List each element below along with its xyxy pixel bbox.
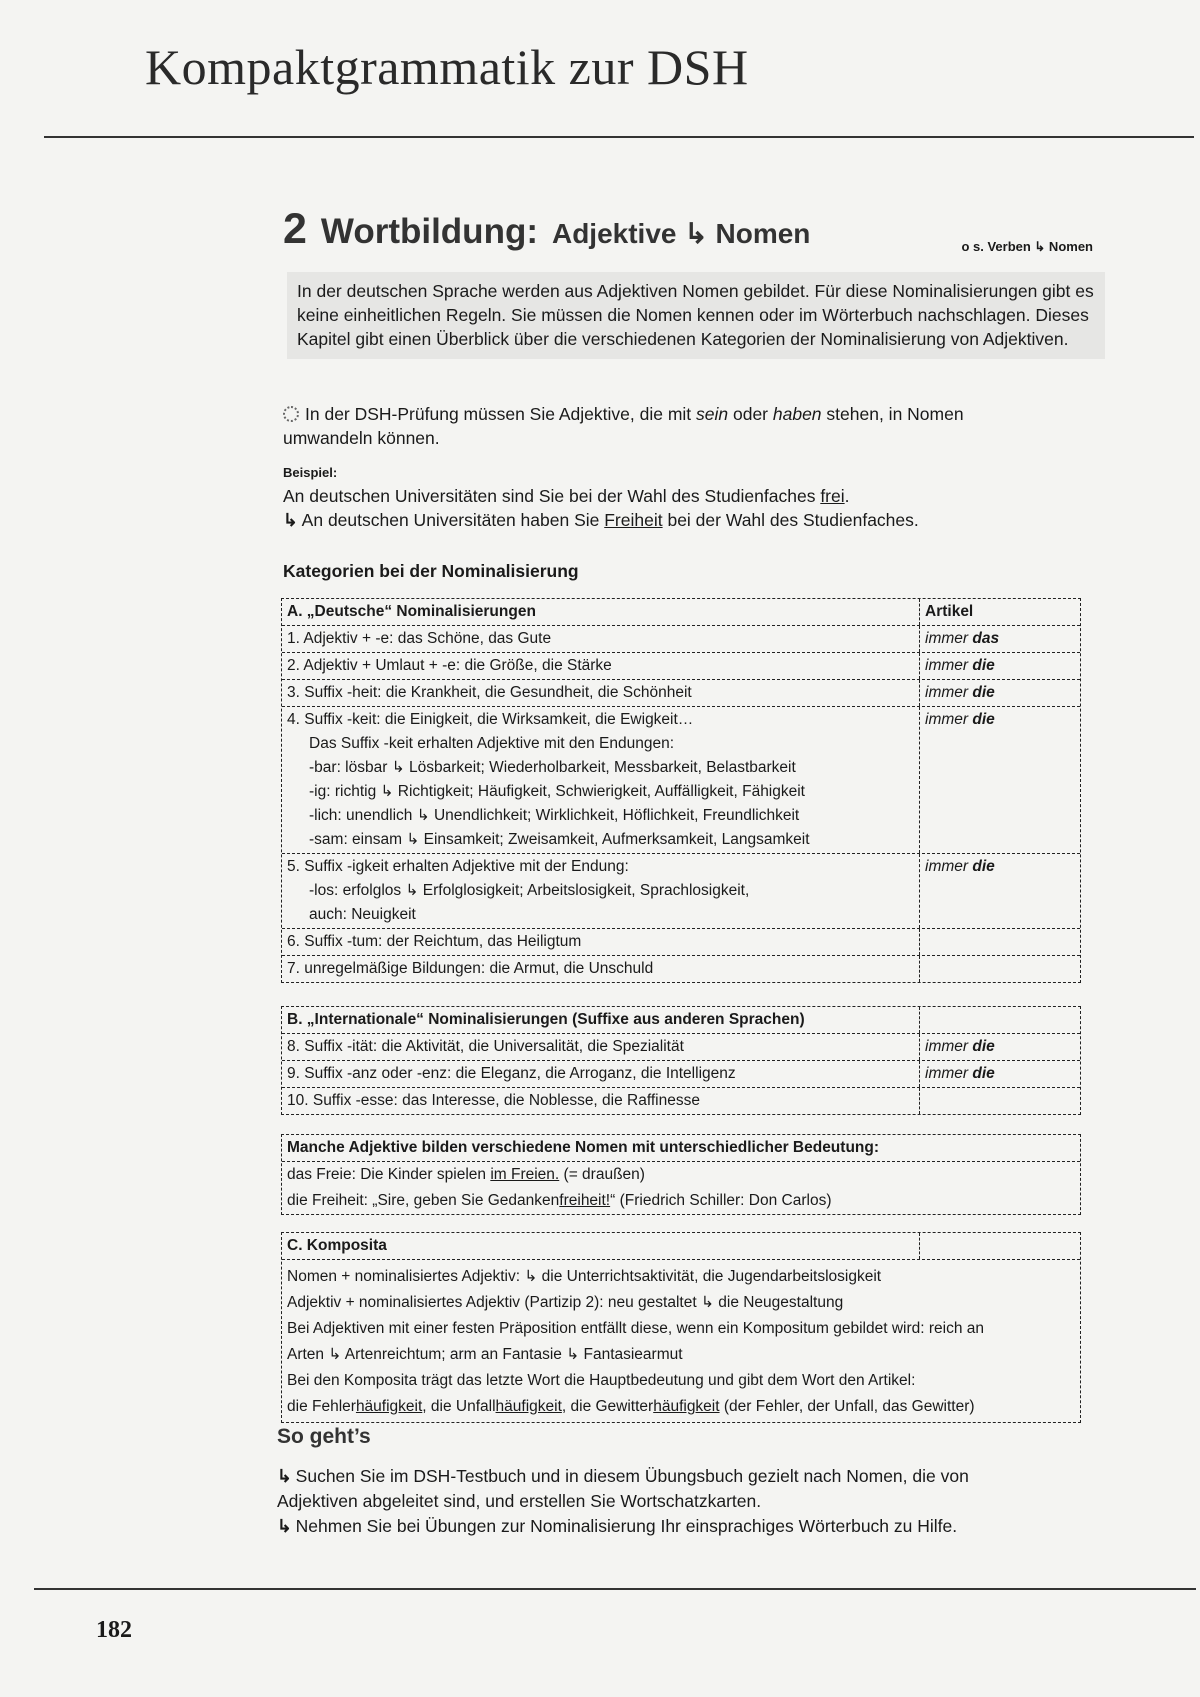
table-row: 4. Suffix -keit: die Einigkeit, die Wirksamkeit, die Ewigkeit… Das Suffix -keit erhalten Adjektive mit den Endungen: -bar: lösbar ↳ Lösbarkeit; Wiederholbarkeit, Messbarkeit, Belastbarkeit -ig: richtig ↳ Richtigkeit; Häufigkeit, Schwierigkeit, Auffälligkeit, Fähigkeit -lich: unendlich ↳ Unendlichkeit; Wirklichkeit, Höflichkeit, Freundlichkeit -sam: einsam ↳ Einsamkeit; Zweisamkeit, Aufmerksamkeit, Langsamkeit immer die — [282, 706, 1080, 853]
table-row: Nomen + nominalisiertes Adjektiv: ↳ die Unterrichtsaktivität, die Jugendarbeitslosigkeit Adjektiv + nominalisiertes Adjektiv (Partizip 2): neu gestaltet ↳ die Neugestaltung Bei Adjektiven mit einer festen Präposition entfällt diese, wenn ein Kompositum gebildet wird: reich an Arten ↳ Artenreichtum; arm an Fantasie ↳ Fantasiearmut Bei den Komposita trägt das letzte Wort die Hauptbedeutung und gibt dem Wort den Artikel: die Fehlerhäufigkeit, die Unfallhäufigkeit, die Gewitterhäufigkeit (der Fehler, der Unfall, das Gewitter) — [282, 1259, 1080, 1422]
table-row: 8. Suffix -ität: die Aktivität, die Universalität, die Spezialität immer die — [282, 1033, 1080, 1060]
intro-box: In der deutschen Sprache werden aus Adjektiven Nomen gebildet. Für diese Nominalisierungen gibt es keine einheitlichen Regeln. Sie müssen die Nomen kennen oder im Wörterbuch nachschlagen. Dieses Kapitel gibt einen Überblick über die verschiedenen Kategorien der Nominalisierung von Adjektiven. — [287, 272, 1105, 359]
table-header-row: Manche Adjektive bilden verschiedene Nomen mit unterschiedlicher Bedeutung: — [287, 1139, 880, 1156]
example-block — [283, 465, 1083, 532]
arrow-icon: ↳ — [277, 1516, 292, 1536]
table-meaning-variants — [281, 1134, 1081, 1215]
table-row: 5. Suffix -igkeit erhalten Adjektive mit der Endung: -los: erfolglos ↳ Erfolglosigkeit; Arbeitslosigkeit, Sprachlosigkeit, auch: Neuigkeit immer die — [282, 853, 1080, 928]
table-section-b — [281, 1006, 1081, 1115]
table-section-a — [281, 598, 1081, 983]
chapter-heading — [283, 205, 1093, 255]
footer-rule — [34, 1588, 1196, 1590]
table-section-c — [281, 1232, 1081, 1423]
chapter-number: 2 — [283, 205, 307, 253]
section-title: Kategorien bei der Nominalisierung — [283, 561, 579, 581]
lightbulb-icon — [283, 406, 299, 422]
example-transformed: ↳ An deutschen Universitäten haben Sie Freiheit bei der Wahl des Studienfaches. — [283, 510, 919, 530]
chapter-subtitle: Adjektive ↳ Nomen — [551, 218, 811, 249]
cross-reference: o s. Verben ↳ Nomen — [961, 239, 1093, 254]
table-row: 7. unregelmäßige Bildungen: die Armut, die Unschuld — [282, 955, 1080, 982]
arrow-icon: ↳ — [283, 510, 298, 530]
table-header-row: C. Komposita — [282, 1233, 1080, 1259]
book-title: Kompaktgrammatik zur DSH — [145, 39, 749, 95]
table-row: 1. Adjektiv + -e: das Schöne, das Gute immer das — [282, 625, 1080, 652]
so-gehts-body: ↳ Suchen Sie im DSH-Testbuch und in diesem Übungsbuch gezielt nach Nomen, die von Adjektiven abgeleitet sind, und erstellen Sie Wortschatzkarten. ↳ Nehmen Sie bei Übungen zur Nominalisierung Ihr einsprachiges Wörterbuch zu Hilfe. — [277, 1466, 969, 1536]
table-row: 3. Suffix -heit: die Krankheit, die Gesundheit, die Schönheit immer die — [282, 679, 1080, 706]
table-header-row: A. „Deutsche“ Nominalisierungen Artikel — [282, 599, 1080, 625]
table-row: 9. Suffix -anz oder -enz: die Eleganz, die Arroganz, die Intelligenz immer die — [282, 1060, 1080, 1087]
table-header-row: B. „Internationale“ Nominalisierungen (Suffixe aus anderen Sprachen) — [282, 1007, 1080, 1033]
example-label: Beispiel: — [283, 465, 338, 480]
page-number: 182 — [96, 1617, 132, 1643]
chapter-title: Wortbildung: — [320, 212, 538, 251]
table-row: das Freie: Die Kinder spielen im Freien. (= draußen) die Freiheit: „Sire, geben Sie Gedankenfreiheit!“ (Friedrich Schiller: Don Carlos) — [282, 1161, 1080, 1214]
header-rule — [44, 136, 1194, 138]
table-row: 6. Suffix -tum: der Reichtum, das Heiligtum — [282, 928, 1080, 955]
table-row: 2. Adjektiv + Umlaut + -e: die Größe, die Stärke immer die — [282, 652, 1080, 679]
arrow-icon: ↳ — [277, 1466, 292, 1486]
example-sentence: An deutschen Universitäten sind Sie bei der Wahl des Studienfaches frei. — [283, 486, 850, 506]
so-gehts-title: So geht’s — [277, 1425, 371, 1448]
exam-tip: In der DSH-Prüfung müssen Sie Adjektive, die mit sein oder haben stehen, in Nomen umwandeln können. — [283, 404, 964, 448]
table-row: 10. Suffix -esse: das Interesse, die Noblesse, die Raffinesse — [282, 1087, 1080, 1114]
